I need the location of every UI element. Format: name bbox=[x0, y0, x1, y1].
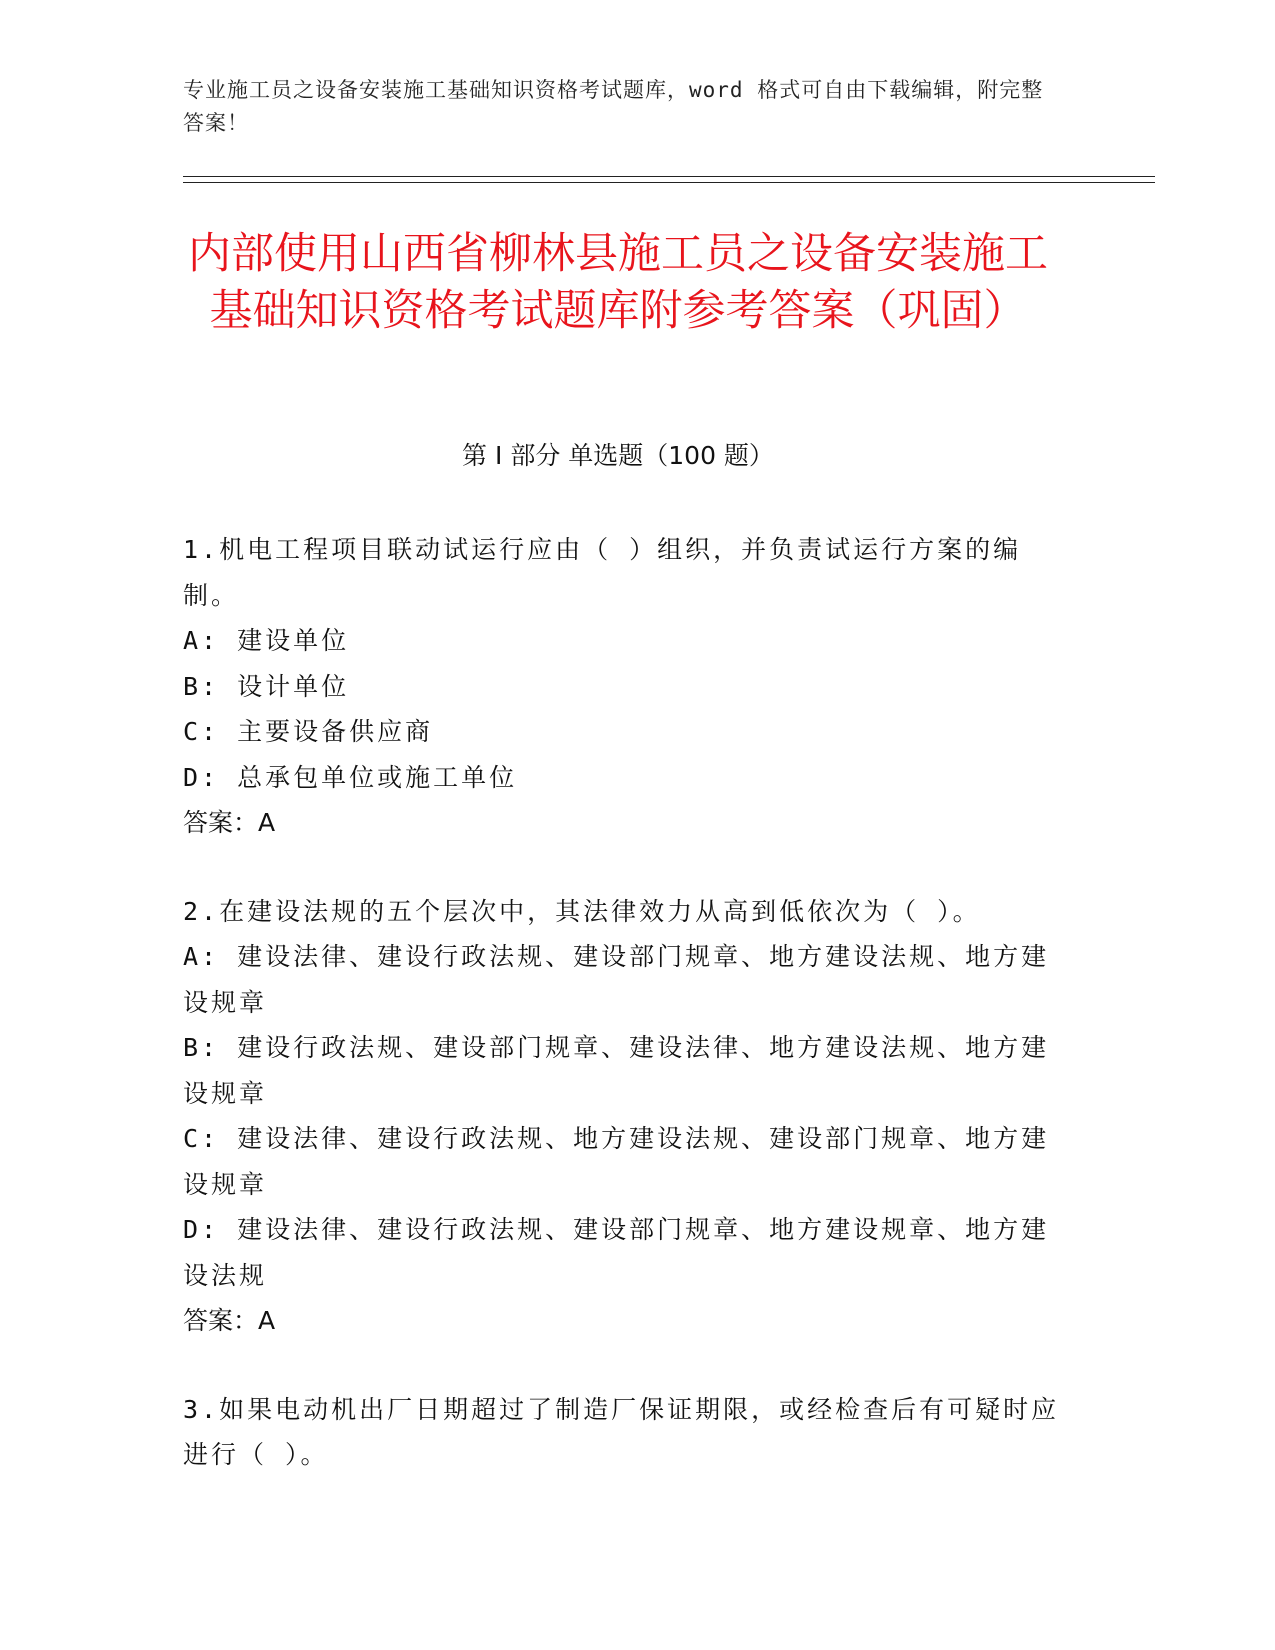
option-a: A: 建设法律、建设行政法规、建设部门规章、地方建设法规、地方建设规章 bbox=[183, 942, 1050, 1017]
option-d: D: 建设法律、建设行政法规、建设部门规章、地方建设规章、地方建设法规 bbox=[183, 1215, 1050, 1290]
header-note: 专业施工员之设备安装施工基础知识资格考试题库，word 格式可自由下载编辑，附完整答案！ bbox=[183, 78, 1044, 135]
question-3 bbox=[183, 1387, 1063, 1478]
question-stem: 2.在建设法规的五个层次中，其法律效力从高到低依次为（ ）。 bbox=[183, 896, 981, 926]
option-c: C: 建设法律、建设行政法规、地方建设法规、建设部门规章、地方建设规章 bbox=[183, 1124, 1050, 1199]
section-title: 第 I 部分 单选题（100 题） bbox=[462, 441, 774, 470]
header-divider-bottom bbox=[183, 182, 1155, 183]
option-b: B: 设计单位 bbox=[183, 671, 350, 701]
question-stem: 1.机电工程项目联动试运行应由（ ）组织，并负责试运行方案的编制。 bbox=[183, 535, 1022, 610]
option-a: A: 建设单位 bbox=[183, 626, 350, 655]
header-divider-top bbox=[183, 176, 1155, 177]
option-d: D: 总承包单位或施工单位 bbox=[183, 762, 518, 792]
question-2 bbox=[183, 889, 1063, 1344]
answer-line: 答案：A bbox=[183, 1306, 276, 1335]
question-1 bbox=[183, 527, 1063, 846]
option-c: C: 主要设备供应商 bbox=[183, 717, 434, 746]
answer-line: 答案：A bbox=[183, 808, 276, 837]
question-stem: 3.如果电动机出厂日期超过了制造厂保证期限，或经检查后有可疑时应进行（ ）。 bbox=[183, 1394, 1060, 1469]
document-title: 内部使用山西省柳林县施工员之设备安装施工基础知识资格考试题库附参考答案（巩固） bbox=[188, 229, 1048, 336]
question-list bbox=[183, 527, 1063, 1521]
option-b: B: 建设行政法规、建设部门规章、建设法律、地方建设法规、地方建设规章 bbox=[183, 1033, 1050, 1108]
